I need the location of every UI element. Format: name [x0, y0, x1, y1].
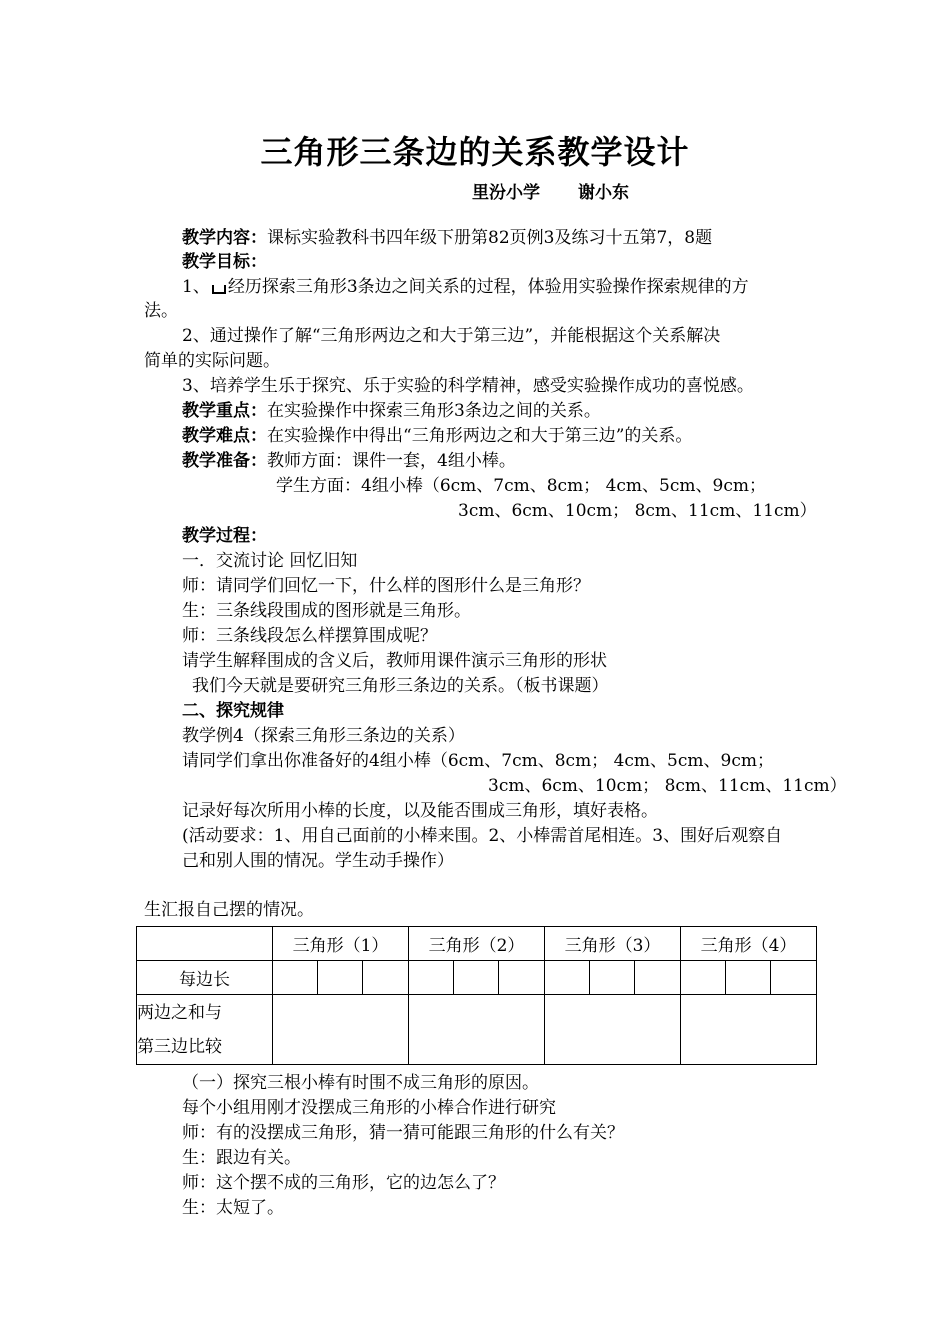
row-label-comparison-line-2: 第三边比较	[137, 1036, 222, 1057]
table-cell	[590, 961, 635, 995]
section-2-line-2: 请同学们拿出你准备好的4组小棒（6cm、7cm、8cm； 4cm、5cm、9cm；	[182, 751, 774, 771]
table-header-cell: 三角形（4）	[681, 927, 817, 961]
key-point-label: 教学重点：	[182, 401, 267, 421]
section-1-title: 一．交流讨论 回忆旧知	[182, 551, 358, 571]
content-line	[182, 226, 712, 250]
after-line-2: 每个小组用刚才没摆成三角形的小棒合作进行研究	[182, 1098, 556, 1118]
after-line-5: 师：这个摆不成的三角形，它的边怎么了？	[182, 1173, 505, 1193]
after-line-3: 师：有的没摆成三角形，猜一猜可能跟三角形的什么有关？	[182, 1123, 624, 1143]
author-line	[472, 178, 629, 203]
school-name: 里汾小学	[472, 183, 540, 203]
row-label-side-length: 每边长	[137, 961, 273, 995]
table-cell	[681, 961, 726, 995]
goal-1-line-1	[182, 275, 749, 299]
table-cell	[771, 961, 817, 995]
prep-line	[182, 449, 516, 473]
table-cell	[363, 961, 409, 995]
prep-label: 教学准备：	[182, 451, 267, 471]
section-2-line-1: 教学例4（探索三角形三条边的关系）	[182, 726, 465, 746]
table-cell	[273, 995, 409, 1065]
after-line-6: 生：太短了。	[182, 1198, 284, 1218]
record-table	[136, 926, 817, 1065]
table-cell	[499, 961, 545, 995]
section-2-line-6: 己和别人围的情况。学生动手操作）	[182, 851, 454, 871]
difficulty-line	[182, 424, 692, 448]
section-1-line-5: 我们今天就是要研究三角形三条边的关系。（板书课题）	[192, 676, 609, 696]
content-label: 教学内容：	[182, 228, 267, 248]
prep-student-line-2: 3cm、6cm、10cm； 8cm、11cm、11cm）	[458, 501, 817, 521]
table-header-cell: 三角形（2）	[409, 927, 545, 961]
bracket-mark-icon	[212, 285, 226, 294]
table-row	[137, 995, 817, 1065]
table-cell	[681, 995, 817, 1065]
row-label-comparison	[137, 995, 273, 1065]
table-cell	[454, 961, 499, 995]
section-2-line-4: 记录好每次所用小棒的长度，以及能否围成三角形，填好表格。	[182, 801, 658, 821]
document-title: 三角形三条边的关系教学设计	[260, 133, 690, 171]
table-cell	[273, 961, 318, 995]
table-cell	[545, 995, 681, 1065]
section-2-line-5: (活动要求：1、用自己面前的小棒来围。2、小棒需首尾相连。3、围好后观察自	[182, 826, 783, 846]
after-line-1: （一）探究三根小棒有时围不成三角形的原因。	[182, 1073, 539, 1093]
process-label: 教学过程：	[182, 526, 267, 546]
table-cell	[409, 995, 545, 1065]
key-point-text: 在实验操作中探索三角形3条边之间的关系。	[267, 401, 601, 421]
row-label-comparison-line-1: 两边之和与	[137, 1002, 222, 1023]
key-point-line	[182, 399, 601, 423]
goal-1-number: 1、	[182, 277, 210, 297]
section-1-line-3: 师：三条线段怎么样摆算围成呢？	[182, 626, 437, 646]
table-cell	[726, 961, 771, 995]
section-2-title: 二、探究规律	[182, 701, 284, 721]
prep-student-line-1: 学生方面：4组小棒（6cm、7cm、8cm； 4cm、5cm、9cm；	[276, 476, 766, 496]
table-header-row	[137, 927, 817, 961]
table-row	[137, 961, 817, 995]
table-header-cell: 三角形（3）	[545, 927, 681, 961]
table-corner-cell	[137, 927, 273, 961]
section-1-line-2: 生：三条线段围成的图形就是三角形。	[182, 601, 471, 621]
table-cell	[635, 961, 681, 995]
difficulty-label: 教学难点：	[182, 426, 267, 446]
table-cell	[545, 961, 590, 995]
section-1-line-4: 请学生解释围成的含义后，教师用课件演示三角形的形状	[182, 651, 607, 671]
difficulty-text: 在实验操作中得出“三角形两边之和大于第三边”的关系。	[267, 426, 693, 446]
goal-2-line-2: 简单的实际问题。	[144, 351, 280, 371]
table-cell	[409, 961, 454, 995]
goal-1-text: 经历探索三角形3条边之间关系的过程，体验用实验操作探索规律的方	[227, 277, 749, 297]
section-1-line-1: 师：请同学们回忆一下，什么样的图形什么是三角形？	[182, 576, 590, 596]
after-line-4: 生：跟边有关。	[182, 1148, 301, 1168]
section-2-line-3: 3cm、6cm、10cm； 8cm、11cm、11cm）	[488, 776, 847, 796]
content-text: 课标实验教科书四年级下册第82页例3及练习十五第7，8题	[267, 228, 713, 248]
goals-label: 教学目标：	[182, 252, 267, 272]
goal-1-line-2: 法。	[144, 301, 178, 321]
goal-2-line-1: 2、通过操作了解“三角形两边之和大于第三边”，并能根据这个关系解决	[182, 326, 721, 346]
author-name: 谢小东	[578, 183, 629, 203]
table-header-cell: 三角形（1）	[273, 927, 409, 961]
table-cell	[318, 961, 363, 995]
prep-teacher: 教师方面：课件一套，4组小棒。	[267, 451, 516, 471]
goal-3: 3、培养学生乐于探究、乐于实验的科学精神，感受实验操作成功的喜悦感。	[182, 376, 754, 396]
report-line: 生汇报自己摆的情况。	[144, 900, 314, 920]
